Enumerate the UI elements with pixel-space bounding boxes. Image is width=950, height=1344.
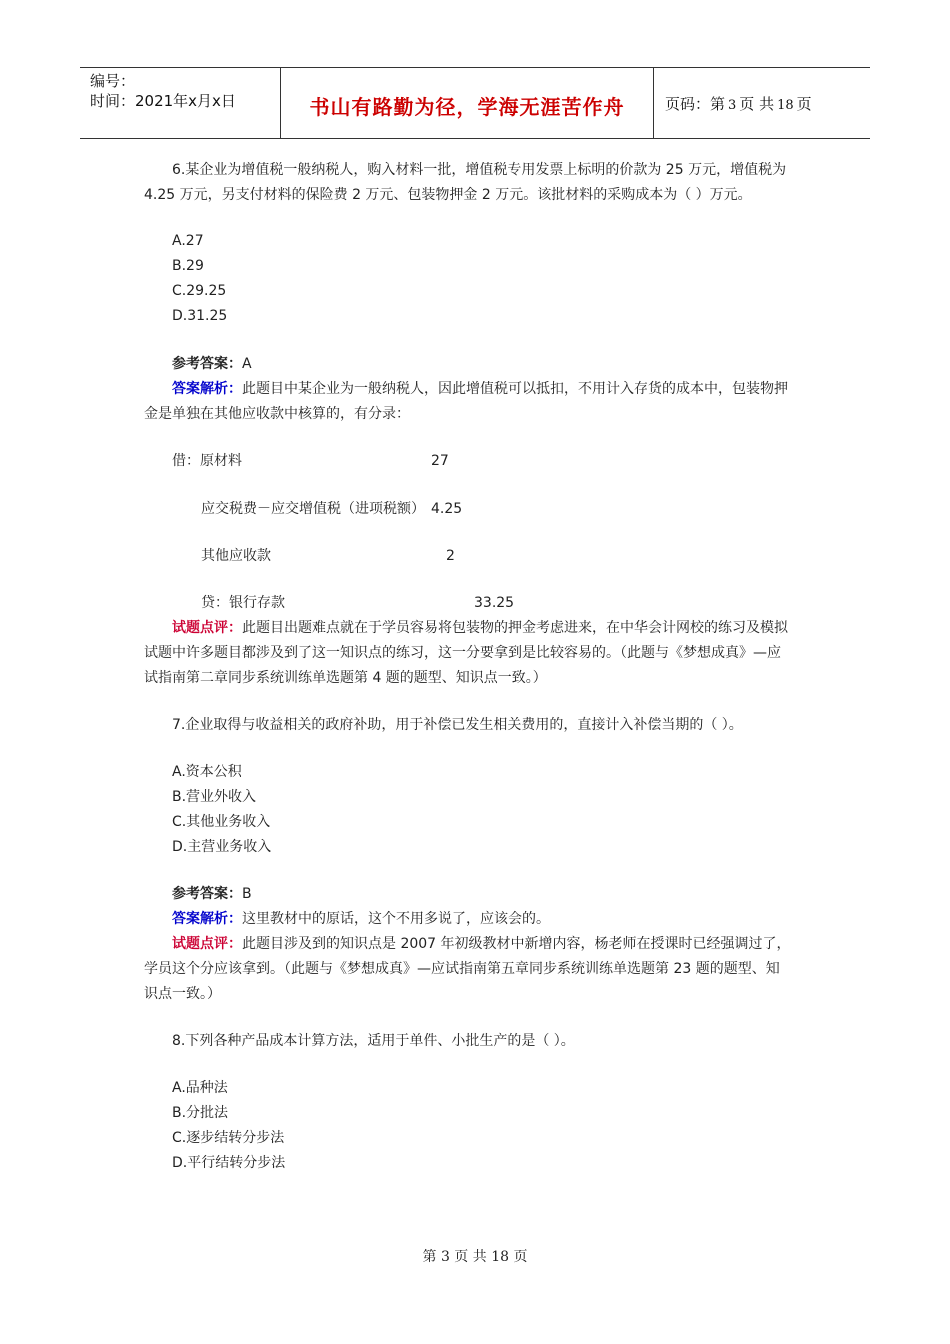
q7-comment-text1: 此题目涉及到的知识点是 2007 年初级教材中新增内容，杨老师在授课时已经强调过了， [242,936,791,952]
header-page-cell [654,68,870,138]
q8-option-c: C.逐步结转分步法 [172,1130,285,1146]
q7-stem: 7.企业取得与收益相关的政府补助，用于补偿已发生相关费用的，直接计入补偿当期的（ ）。 [172,717,743,733]
q6-answer-value: A [242,356,252,372]
page-mid: 页 共 [739,95,775,113]
time-label: 时间：2021年x月x日 [90,92,236,110]
page-prefix: 页码：第 [665,95,726,113]
page-total: 18 [777,98,794,113]
q7-comment-line3: 识点一致。） [144,986,221,1002]
q6-comment-line3: 试指南第二章同步系统训练单选题第 4 题的题型、知识点一致。） [144,670,547,686]
q6-option-c: C.29.25 [172,283,227,299]
q6-entry-1-amount: 27 [431,453,449,469]
page-suffix: 页 [796,95,812,113]
q6-entry-2-account: 应交税费－应交增值税（进项税额） [201,501,425,517]
q7-comment-line2: 学员这个分应该拿到。（此题与《梦想成真》—应试指南第五章同步系统训练单选题第 23 题的题型、知 [144,961,780,977]
q6-analysis-label: 答案解析： [172,381,242,397]
page-header [80,67,870,139]
q6-comment-line2: 试题中许多题目都涉及到了这一知识点的练习，这一分要拿到是比较容易的。（此题与《梦想成真》—应 [144,645,781,661]
page-current: 3 [728,98,737,113]
q7-analysis-text: 这里教材中的原话，这个不用多说了，应该会的。 [242,911,550,927]
q6-entry-2-amount: 4.25 [431,501,463,517]
q7-option-d: D.主营业务收入 [172,839,272,855]
q8-option-d: D.平行结转分步法 [172,1155,286,1171]
q6-comment-label: 试题点评： [172,620,242,636]
page-indicator [665,93,812,114]
q7-answer-value: B [242,886,252,902]
number-label: 编号： [90,72,136,90]
q8-option-a: A.品种法 [172,1080,228,1096]
q6-entry-4-account: 贷：银行存款 [201,595,285,611]
q6-option-a: A.27 [172,233,204,249]
q6-option-b: B.29 [172,258,204,274]
q6-answer-label: 参考答案： [172,356,242,372]
q7-answer [172,882,252,907]
q6-answer [172,352,252,377]
q8-stem: 8.下列各种产品成本计算方法，适用于单件、小批生产的是（ ）。 [172,1033,575,1049]
q7-comment-line1 [172,932,791,957]
motto: 书山有路勤为径，学海无涯苦作舟 [309,95,625,119]
q6-stem-line2: 4.25 万元，另支付材料的保险费 2 万元、包装物押金 2 万元。该批材料的采购成本为（ ）万元。 [144,187,752,203]
q8-option-b: B.分批法 [172,1105,229,1121]
q6-comment-line1 [172,616,788,641]
header-meta-cell [80,68,281,138]
q6-option-d: D.31.25 [172,308,228,324]
q6-stem-line1: 6.某企业为增值税一般纳税人，购入材料一批，增值税专用发票上标明的价款为 25 万元，增值税为 [172,162,787,178]
q6-entry-3-account: 其他应收款 [201,548,271,564]
q6-entry-1-account: 借：原材料 [172,453,242,469]
page-footer: 第 3 页 共 18 页 [422,1249,528,1265]
q7-comment-label: 试题点评： [172,936,242,952]
q7-answer-label: 参考答案： [172,886,242,902]
q7-analysis-label: 答案解析： [172,911,242,927]
q6-entry-3-amount: 2 [446,548,455,564]
q7-option-c: C.其他业务收入 [172,814,271,830]
q6-entry-4-amount: 33.25 [474,595,515,611]
q7-option-a: A.资本公积 [172,764,242,780]
q7-option-b: B.营业外收入 [172,789,257,805]
header-motto-cell [281,68,654,138]
q6-analysis-line2: 金是单独在其他应收款中核算的，有分录： [144,406,410,422]
q6-analysis-line1 [172,377,788,402]
q7-analysis [172,907,550,932]
q6-analysis-text1: 此题目中某企业为一般纳税人，因此增值税可以抵扣，不用计入存货的成本中，包装物押 [242,381,788,397]
q6-comment-text1: 此题目出题难点就在于学员容易将包装物的押金考虑进来，在中华会计网校的练习及模拟 [242,620,788,636]
